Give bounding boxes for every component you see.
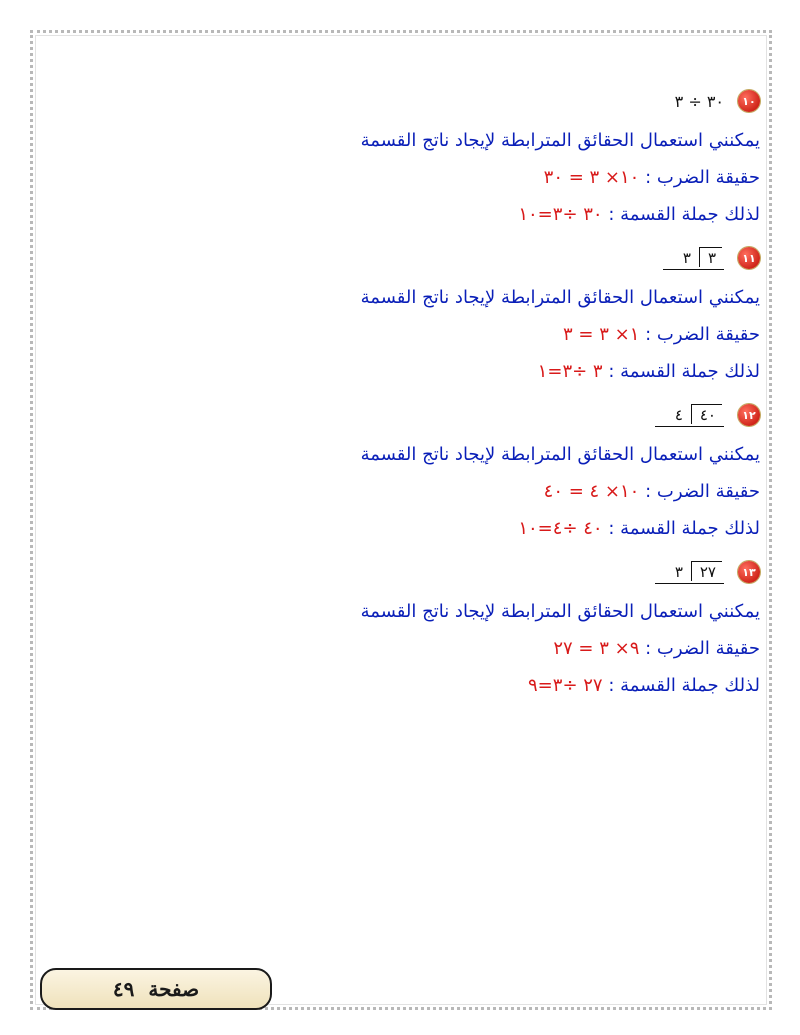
worksheet-content [240, 80, 760, 708]
sentence-value: ٣٠ ÷٣=١٠ [518, 204, 603, 225]
multiplication-fact [240, 473, 760, 510]
dividend: ٤٠ [691, 404, 722, 424]
fact-label: حقيقة الضرب : [645, 167, 760, 188]
problem-header [240, 237, 760, 279]
sentence-label: لذلك جملة القسمة : [608, 361, 760, 382]
divisor: ٣ [682, 248, 691, 267]
page-number-tab [40, 968, 272, 1010]
multiplication-fact [240, 630, 760, 667]
division-sentence [240, 510, 760, 547]
multiplication-fact [240, 316, 760, 353]
problem-number-badge: ١٢ [738, 404, 760, 426]
fact-value: ٩× ٣ = ٢٧ [553, 638, 640, 659]
multiplication-fact [240, 159, 760, 196]
fact-value: ١٠× ٣ = ٣٠ [543, 167, 640, 188]
divisor: ٣ [674, 562, 683, 581]
division-sentence [240, 667, 760, 704]
strategy-statement: يمكنني استعمال الحقائق المترابطة لإيجاد ناتج القسمة [360, 130, 760, 151]
problem-number-badge: ١٠ [738, 90, 760, 112]
sentence-value: ٢٧ ÷٣=٩ [528, 675, 603, 696]
problem-header [240, 80, 760, 122]
strategy-statement: يمكنني استعمال الحقائق المترابطة لإيجاد ناتج القسمة [360, 601, 760, 622]
long-division [655, 561, 724, 584]
division-sentence [240, 353, 760, 390]
problem-13 [240, 551, 760, 704]
sentence-label: لذلك جملة القسمة : [608, 204, 760, 225]
problem-header [240, 551, 760, 593]
sentence-label: لذلك جملة القسمة : [608, 518, 760, 539]
long-division [663, 247, 724, 270]
dividend: ٢٧ [691, 561, 722, 581]
problem-11 [240, 237, 760, 390]
sentence-value: ٣ ÷٣=١ [537, 361, 603, 382]
problem-header [240, 394, 760, 436]
strategy-statement: يمكنني استعمال الحقائق المترابطة لإيجاد ناتج القسمة [360, 287, 760, 308]
fact-value: ١٠× ٤ = ٤٠ [543, 481, 640, 502]
problem-number-badge: ١٣ [738, 561, 760, 583]
fact-label: حقيقة الضرب : [645, 638, 760, 659]
problem-12 [240, 394, 760, 547]
sentence-value: ٤٠ ÷٤=١٠ [518, 518, 603, 539]
fact-label: حقيقة الضرب : [645, 324, 760, 345]
divisor: ٤ [674, 405, 683, 424]
problem-number-badge: ١١ [738, 247, 760, 269]
problem-10 [240, 80, 760, 233]
division-sentence [240, 196, 760, 233]
sentence-label: لذلك جملة القسمة : [608, 675, 760, 696]
fact-value: ١× ٣ = ٣ [563, 324, 640, 345]
long-division [655, 404, 724, 427]
strategy-statement: يمكنني استعمال الحقائق المترابطة لإيجاد ناتج القسمة [360, 444, 760, 465]
fact-label: حقيقة الضرب : [645, 481, 760, 502]
division-expression: ٣٠ ÷ ٣ [674, 91, 724, 111]
dividend: ٣ [699, 247, 722, 267]
page-word: صفحة [148, 977, 200, 1001]
page-number: ٤٩ [112, 977, 135, 1001]
